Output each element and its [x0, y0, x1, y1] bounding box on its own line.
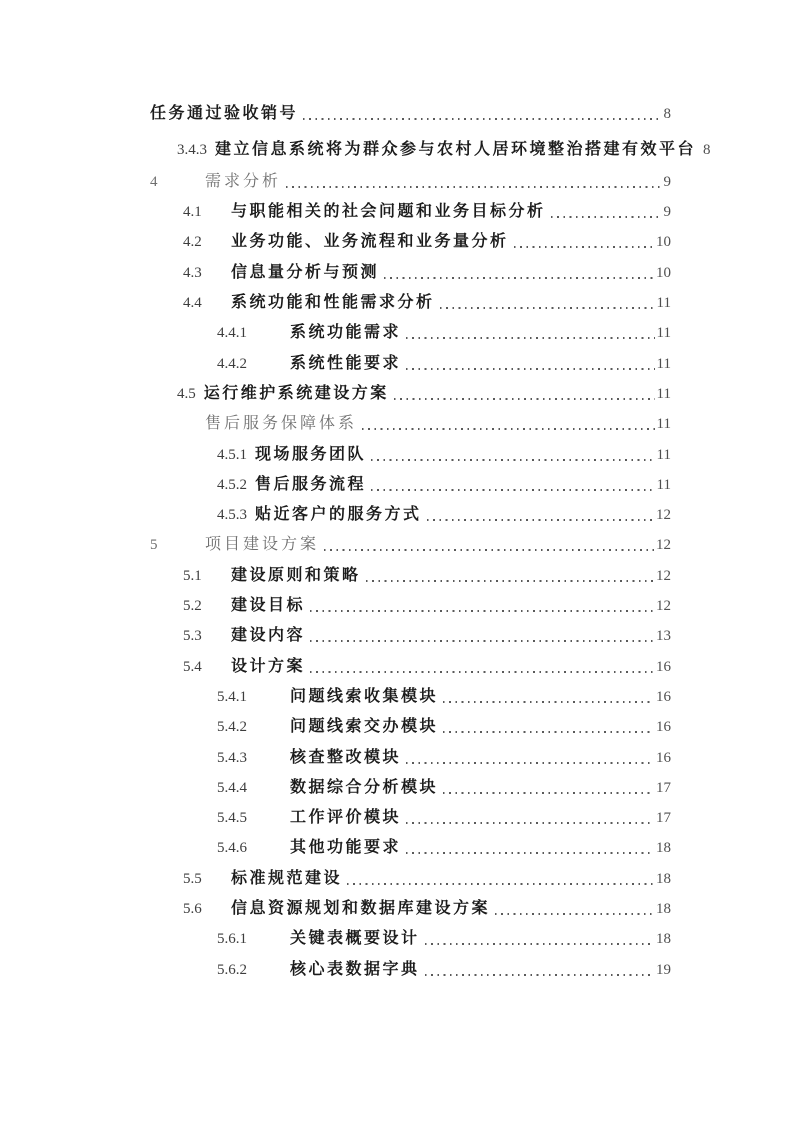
dot-leader — [514, 246, 654, 248]
dot-leader — [286, 186, 661, 188]
toc-entry[interactable] — [183, 288, 671, 318]
toc-entry-page-number: 18 — [656, 840, 671, 857]
toc-entry-page-number: 11 — [656, 355, 671, 372]
toc-entry-title: 建设内容 — [231, 627, 306, 645]
toc-entry-title: 与职能相关的社会问题和业务目标分析 — [231, 203, 546, 221]
toc-entry-number: 5.4.6 — [217, 840, 247, 857]
toc-entry[interactable] — [217, 742, 671, 772]
toc-entry[interactable] — [217, 773, 671, 803]
toc-entry-page-number: 11 — [656, 385, 671, 402]
dot-leader — [310, 640, 654, 642]
toc-entry-title: 业务功能、业务流程和业务量分析 — [231, 233, 509, 251]
toc-entry-title: 项目建设方案 — [205, 536, 320, 554]
toc-entry-number: 5.2 — [183, 598, 202, 615]
dot-leader — [303, 118, 661, 120]
dot-leader — [371, 489, 655, 491]
dot-leader — [394, 398, 655, 400]
toc-entry-number: 5.5 — [183, 870, 202, 887]
toc-entry[interactable] — [183, 621, 671, 651]
toc-entry-number: 5.6.1 — [217, 931, 247, 948]
toc-entry-number: 5.3 — [183, 628, 202, 645]
toc-entry-number: 4.4.2 — [217, 355, 247, 372]
toc-entry-page-number: 8 — [663, 106, 671, 123]
toc-entry-title: 系统功能和性能需求分析 — [231, 294, 435, 312]
toc-entry[interactable] — [217, 348, 671, 378]
dot-leader — [324, 549, 654, 551]
toc-entry-page-number: 11 — [656, 295, 671, 312]
toc-entry-page-number: 16 — [656, 719, 671, 736]
dot-leader — [425, 943, 654, 945]
toc-entry-page-number: 11 — [656, 325, 671, 342]
toc-entry-number: 5.6 — [183, 901, 202, 918]
toc-entry-page-number: 17 — [656, 779, 671, 796]
toc-entry-number: 5 — [150, 537, 158, 554]
dot-leader — [384, 277, 654, 279]
toc-entry-title: 核查整改模块 — [290, 748, 402, 766]
toc-entry-title: 标准规范建设 — [231, 869, 343, 887]
toc-entry-page-number: 16 — [656, 749, 671, 766]
dot-leader — [406, 368, 655, 370]
toc-entry-title: 信息量分析与预测 — [231, 263, 380, 281]
toc-entry-title: 需求分析 — [205, 172, 282, 190]
toc-entry-number: 4.1 — [183, 204, 202, 221]
toc-entry-title: 建设原则和策略 — [231, 566, 361, 584]
toc-entry-title: 工作评价模块 — [290, 809, 402, 827]
toc-entry-title: 系统功能需求 — [290, 324, 402, 342]
toc-entry-number: 5.1 — [183, 567, 202, 584]
toc-entry-title: 任务通过验收销号 — [150, 105, 299, 123]
toc-entry[interactable] — [217, 470, 671, 500]
toc-entry-number: 5.4.5 — [217, 810, 247, 827]
toc-entry[interactable] — [150, 167, 671, 197]
toc-entry[interactable] — [183, 591, 671, 621]
toc-entry[interactable] — [183, 651, 671, 681]
toc-entry[interactable] — [217, 500, 671, 530]
toc-entry-number: 4.2 — [183, 234, 202, 251]
dot-leader — [366, 580, 654, 582]
toc-entry-number: 4.3 — [183, 264, 202, 281]
dot-leader — [440, 307, 655, 309]
dot-leader — [310, 671, 654, 673]
dot-leader — [406, 337, 655, 339]
toc-entry-title: 问题线索交办模块 — [290, 718, 439, 736]
toc-entry[interactable] — [217, 954, 671, 984]
toc-entry-page-number: 10 — [656, 234, 671, 251]
toc-entry-number: 4.5 — [177, 385, 196, 402]
dot-leader — [406, 852, 654, 854]
toc-entry-number: 3.4.3 — [177, 141, 207, 158]
dot-leader — [406, 762, 654, 764]
toc-entry[interactable] — [150, 99, 671, 129]
toc-entry-page-number: 9 — [663, 204, 671, 221]
dot-leader — [443, 731, 654, 733]
toc-entry-page-number: 18 — [656, 901, 671, 918]
toc-entry[interactable] — [217, 712, 671, 742]
dot-leader — [425, 974, 654, 976]
toc-entry-number: 5.4.2 — [217, 719, 247, 736]
toc-entry-number: 5.4.4 — [217, 779, 247, 796]
toc-entry-title: 其他功能要求 — [290, 839, 402, 857]
toc-entry[interactable] — [217, 439, 671, 469]
toc-entry-title: 贴近客户的服务方式 — [255, 506, 422, 524]
toc-entry[interactable] — [150, 530, 671, 560]
toc-entry[interactable] — [183, 197, 671, 227]
toc-entry-title: 信息资源规划和数据库建设方案 — [231, 900, 491, 918]
toc-entry[interactable] — [217, 924, 671, 954]
toc-entry-title: 售后服务保障体系 — [205, 415, 358, 433]
toc-entry-number: 5.4 — [183, 658, 202, 675]
toc-entry-title: 设计方案 — [231, 657, 306, 675]
toc-entry-page-number: 13 — [656, 628, 671, 645]
dot-leader — [443, 701, 654, 703]
toc-entry[interactable] — [183, 227, 671, 257]
dot-leader — [362, 428, 655, 430]
dot-leader — [347, 883, 654, 885]
dot-leader — [443, 792, 654, 794]
dot-leader — [495, 913, 654, 915]
dot-leader — [406, 822, 654, 824]
toc-entry[interactable] — [177, 134, 711, 164]
dot-leader — [427, 519, 654, 521]
toc-entry-title: 建设目标 — [231, 597, 306, 615]
toc-entry-page-number: 19 — [656, 961, 671, 978]
toc-entry[interactable] — [177, 379, 671, 409]
toc-entry-page-number: 18 — [656, 931, 671, 948]
toc-entry-title: 数据综合分析模块 — [290, 778, 439, 796]
toc-entry-number: 5.6.2 — [217, 961, 247, 978]
toc-entry-page-number: 9 — [663, 173, 671, 190]
toc-entry[interactable] — [183, 894, 671, 924]
dot-leader — [371, 459, 655, 461]
toc-entry-number: 4.5.3 — [217, 507, 247, 524]
toc-entry-title: 问题线索收集模块 — [290, 687, 439, 705]
toc-entry-number: 4.4.1 — [217, 325, 247, 342]
toc-entry-page-number: 16 — [656, 658, 671, 675]
toc-entry-number: 5.4.3 — [217, 749, 247, 766]
toc-entry-page-number: 11 — [656, 446, 671, 463]
toc-entry-page-number: 12 — [656, 567, 671, 584]
toc-entry-page-number: 17 — [656, 810, 671, 827]
toc-entry-title: 售后服务流程 — [255, 475, 367, 493]
toc-entry-page-number: 11 — [656, 476, 671, 493]
toc-entry-page-number: 12 — [656, 507, 671, 524]
toc-entry-title: 关键表概要设计 — [290, 930, 420, 948]
toc-entry-page-number: 12 — [656, 598, 671, 615]
toc-entry[interactable] — [183, 560, 671, 590]
toc-entry[interactable] — [205, 409, 671, 439]
toc-entry-page-number: 12 — [656, 537, 671, 554]
dot-leader — [551, 216, 662, 218]
toc-entry-number: 4.4 — [183, 295, 202, 312]
toc-entry-title: 系统性能要求 — [290, 354, 402, 372]
toc-entry[interactable] — [217, 682, 671, 712]
dot-leader — [310, 610, 654, 612]
toc-entry-title: 建立信息系统将为群众参与农村人居环境整治搭建有效平台 — [215, 140, 697, 158]
toc-entry-number: 4 — [150, 173, 158, 190]
toc-entry-title: 核心表数据字典 — [290, 960, 420, 978]
toc-entry-page-number: 16 — [656, 688, 671, 705]
table-of-contents — [150, 99, 711, 985]
toc-entry-title: 运行维护系统建设方案 — [203, 384, 389, 402]
toc-entry-page-number: 8 — [703, 141, 711, 158]
toc-entry-number: 4.5.2 — [217, 476, 247, 493]
toc-entry-number: 4.5.1 — [217, 446, 247, 463]
toc-entry-title: 现场服务团队 — [255, 445, 367, 463]
toc-entry[interactable] — [183, 863, 671, 893]
toc-entry-page-number: 18 — [656, 870, 671, 887]
toc-entry-page-number: 11 — [656, 416, 671, 433]
toc-entry[interactable] — [217, 318, 671, 348]
toc-entry-page-number: 10 — [656, 264, 671, 281]
toc-entry[interactable] — [217, 833, 671, 863]
toc-entry-number: 5.4.1 — [217, 688, 247, 705]
toc-entry[interactable] — [217, 803, 671, 833]
toc-entry[interactable] — [183, 257, 671, 287]
